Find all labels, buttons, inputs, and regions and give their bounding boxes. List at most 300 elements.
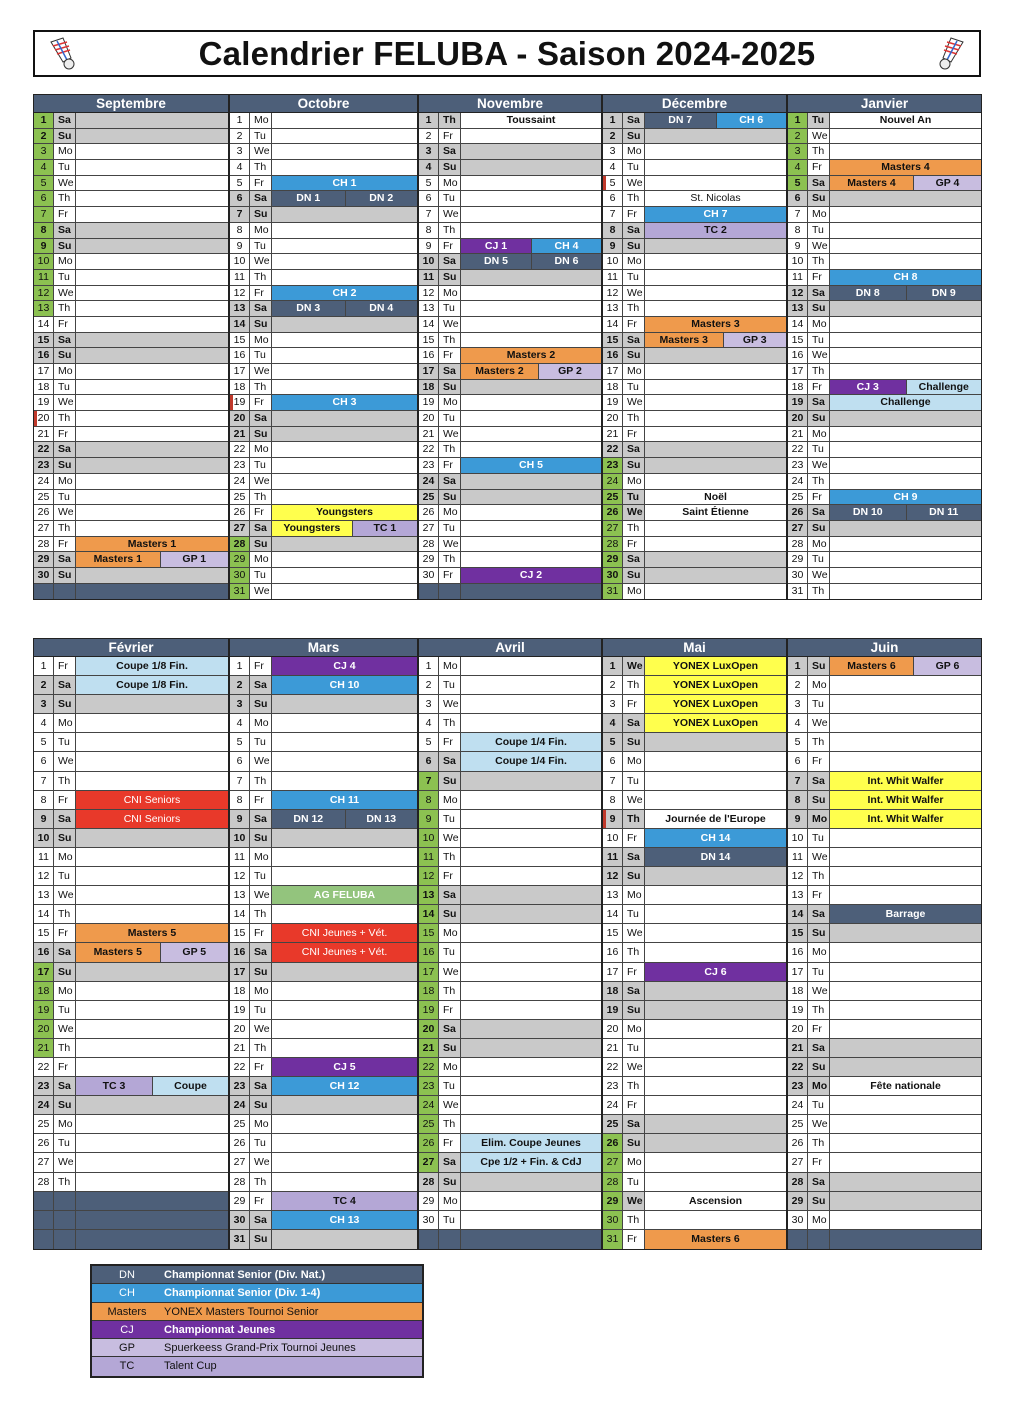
day-row bbox=[419, 943, 601, 962]
weekday-label: Su bbox=[439, 160, 461, 175]
weekday-label: Su bbox=[439, 1039, 461, 1057]
weekday-label: Fr bbox=[439, 458, 461, 473]
weekday-label: We bbox=[623, 657, 645, 675]
day-number: 22 bbox=[788, 1058, 808, 1076]
event-cell bbox=[645, 905, 786, 923]
weekday-label: Sa bbox=[250, 676, 272, 694]
day-number: 16 bbox=[603, 943, 623, 961]
event-cell bbox=[76, 714, 228, 732]
day-number: 20 bbox=[34, 411, 54, 426]
weekday-label: Fr bbox=[623, 317, 645, 332]
weekday-label: We bbox=[250, 752, 272, 770]
day-number: 10 bbox=[230, 254, 250, 269]
day-number: 11 bbox=[603, 270, 623, 285]
day-row bbox=[419, 1058, 601, 1077]
event-cell bbox=[272, 1230, 417, 1249]
day-number: 8 bbox=[230, 223, 250, 238]
marker-bar bbox=[603, 176, 606, 191]
day-number: 11 bbox=[603, 848, 623, 866]
weekday-label: Sa bbox=[808, 286, 830, 301]
weekday-label: We bbox=[808, 982, 830, 1000]
day-number: 18 bbox=[419, 982, 439, 1000]
event-cell bbox=[76, 1001, 228, 1019]
weekday-label: Th bbox=[808, 364, 830, 379]
day-number: 8 bbox=[603, 791, 623, 809]
event-cell bbox=[461, 657, 601, 675]
day-row bbox=[788, 1096, 981, 1115]
event-cell bbox=[76, 848, 228, 866]
day-number: 6 bbox=[603, 752, 623, 770]
event-ag-feluba: AG FELUBA bbox=[272, 886, 417, 904]
event-cj-6: CJ 6 bbox=[645, 963, 786, 981]
weekday-label: Su bbox=[439, 772, 461, 790]
event-cell bbox=[272, 752, 417, 770]
event-cell bbox=[830, 1020, 981, 1038]
event-cell bbox=[830, 505, 981, 520]
day-row bbox=[34, 458, 228, 474]
day-number: 3 bbox=[603, 144, 623, 159]
event-cell bbox=[461, 1077, 601, 1095]
day-row bbox=[230, 982, 417, 1001]
day-number: 6 bbox=[230, 752, 250, 770]
day-row bbox=[603, 584, 786, 600]
day-number: 22 bbox=[419, 1058, 439, 1076]
event-cell bbox=[461, 160, 601, 175]
empty-row bbox=[34, 584, 228, 600]
day-number: 22 bbox=[34, 1058, 54, 1076]
event-cell bbox=[76, 317, 228, 332]
event-cell bbox=[461, 113, 601, 128]
day-number: 28 bbox=[603, 537, 623, 552]
weekday-label: Sa bbox=[623, 223, 645, 238]
month-header: Mai bbox=[603, 639, 786, 657]
day-row bbox=[34, 160, 228, 176]
weekday-label: Su bbox=[623, 1134, 645, 1152]
event-nouvel-an: Nouvel An bbox=[879, 114, 932, 126]
day-row bbox=[788, 1115, 981, 1134]
event-coupe-1-8-fin-: Coupe 1/8 Fin. bbox=[76, 676, 228, 694]
event-cell bbox=[830, 886, 981, 904]
weekday-label: We bbox=[808, 348, 830, 363]
weekday-label: Fr bbox=[808, 886, 830, 904]
event-cell bbox=[645, 568, 786, 583]
event-cell bbox=[76, 207, 228, 222]
day-row bbox=[419, 1173, 601, 1192]
event-cell bbox=[76, 505, 228, 520]
event-cj-2: CJ 2 bbox=[461, 568, 601, 583]
day-number: 23 bbox=[34, 1077, 54, 1095]
day-row bbox=[230, 490, 417, 506]
weekday-label: We bbox=[808, 848, 830, 866]
event-cell bbox=[272, 695, 417, 713]
event-cj-4: CJ 4 bbox=[272, 657, 417, 675]
day-row bbox=[603, 270, 786, 286]
event-cell bbox=[76, 1173, 228, 1191]
event-cell bbox=[830, 810, 981, 828]
day-number-cell bbox=[34, 584, 54, 600]
weekday-label: Th bbox=[623, 521, 645, 536]
day-number: 1 bbox=[34, 657, 54, 675]
event-masters-5: Masters 5 bbox=[76, 924, 228, 942]
day-number: 18 bbox=[230, 982, 250, 1000]
day-number: 9 bbox=[788, 810, 808, 828]
weekday-label: Mo bbox=[250, 113, 272, 128]
day-number: 17 bbox=[788, 364, 808, 379]
day-number: 12 bbox=[419, 867, 439, 885]
weekday-label: Th bbox=[439, 982, 461, 1000]
weekday-label: Fr bbox=[808, 1153, 830, 1171]
weekday-label: We bbox=[250, 364, 272, 379]
weekday-label: Su bbox=[808, 191, 830, 206]
day-row bbox=[603, 129, 786, 145]
day-number: 21 bbox=[419, 427, 439, 442]
event-cell bbox=[76, 129, 228, 144]
weekday-label: Tu bbox=[623, 270, 645, 285]
event-dn-3: DN 3 bbox=[272, 301, 345, 316]
event-cell bbox=[645, 772, 786, 790]
weekday-label: Mo bbox=[439, 657, 461, 675]
day-row bbox=[419, 490, 601, 506]
day-row bbox=[788, 505, 981, 521]
day-row bbox=[788, 714, 981, 733]
weekday-label: We bbox=[439, 427, 461, 442]
day-row bbox=[230, 1077, 417, 1096]
legend-code: TC bbox=[119, 1360, 135, 1373]
event-cell bbox=[461, 207, 601, 222]
month-column-octobre bbox=[229, 94, 418, 600]
weekday-label: Tu bbox=[250, 129, 272, 144]
event-cell bbox=[645, 395, 786, 410]
weekday-label: We bbox=[54, 752, 76, 770]
event-cell bbox=[76, 810, 228, 828]
event-cell bbox=[272, 1134, 417, 1152]
day-number: 2 bbox=[788, 676, 808, 694]
weekday-label: Fr bbox=[439, 733, 461, 751]
event-cell bbox=[645, 411, 786, 426]
weekday-label: Mo bbox=[250, 442, 272, 457]
event-cell bbox=[830, 1039, 981, 1057]
day-number: 7 bbox=[34, 772, 54, 790]
event-cell bbox=[76, 113, 228, 128]
event-cell bbox=[272, 943, 417, 961]
day-row bbox=[230, 458, 417, 474]
weekday-label: Su bbox=[54, 239, 76, 254]
weekday-label: Sa bbox=[54, 223, 76, 238]
day-number: 24 bbox=[419, 474, 439, 489]
weekday-label: Sa bbox=[439, 1153, 461, 1171]
weekday-label: Fr bbox=[54, 1058, 76, 1076]
day-number: 21 bbox=[34, 427, 54, 442]
day-row bbox=[603, 1058, 786, 1077]
day-row bbox=[788, 1077, 981, 1096]
weekday-label: Su bbox=[623, 129, 645, 144]
event-cell bbox=[272, 886, 417, 904]
event-gp-6: GP 6 bbox=[913, 657, 981, 675]
event-cell bbox=[645, 458, 786, 473]
day-row bbox=[788, 772, 981, 791]
day-number: 23 bbox=[34, 458, 54, 473]
weekday-label: Mo bbox=[250, 714, 272, 732]
weekday-label: Th bbox=[439, 223, 461, 238]
day-row bbox=[419, 1096, 601, 1115]
legend-row bbox=[92, 1321, 422, 1339]
event-cell bbox=[645, 1077, 786, 1095]
day-number: 11 bbox=[34, 848, 54, 866]
weekday-label: Mo bbox=[439, 1058, 461, 1076]
weekday-label: Fr bbox=[623, 207, 645, 222]
event-masters-6: Masters 6 bbox=[830, 657, 913, 675]
event-cell bbox=[461, 490, 601, 505]
event-cell bbox=[830, 239, 981, 254]
day-row bbox=[788, 160, 981, 176]
day-row bbox=[603, 963, 786, 982]
event-cell bbox=[830, 905, 981, 923]
day-number: 17 bbox=[230, 963, 250, 981]
day-row bbox=[419, 848, 601, 867]
day-row bbox=[34, 695, 228, 714]
day-number: 11 bbox=[788, 848, 808, 866]
event-int-whit-walfer: Int. Whit Walfer bbox=[830, 810, 981, 828]
weekday-label: We bbox=[439, 537, 461, 552]
day-row bbox=[419, 505, 601, 521]
month-column-janvier bbox=[787, 94, 982, 600]
event-cell bbox=[272, 176, 417, 191]
weekday-label: Fr bbox=[54, 207, 76, 222]
event-cell bbox=[461, 695, 601, 713]
day-number: 22 bbox=[34, 442, 54, 457]
day-row bbox=[603, 657, 786, 676]
marker-bar bbox=[230, 395, 233, 410]
weekday-label: Su bbox=[54, 129, 76, 144]
event-cell bbox=[645, 348, 786, 363]
day-number: 8 bbox=[419, 223, 439, 238]
weekday-label: Th bbox=[808, 1001, 830, 1019]
day-row bbox=[34, 552, 228, 568]
weekday-label: Fr bbox=[439, 239, 461, 254]
day-row bbox=[419, 714, 601, 733]
weekday-label: Tu bbox=[808, 1096, 830, 1114]
day-number-cell bbox=[788, 1230, 808, 1249]
event-cell bbox=[461, 537, 601, 552]
day-number: 16 bbox=[34, 943, 54, 961]
day-row bbox=[419, 657, 601, 676]
day-number: 6 bbox=[419, 191, 439, 206]
event-cell bbox=[645, 380, 786, 395]
day-row bbox=[603, 905, 786, 924]
event-cell bbox=[645, 1039, 786, 1057]
event-cell bbox=[645, 943, 786, 961]
day-row bbox=[34, 848, 228, 867]
day-row bbox=[34, 442, 228, 458]
event-dn-14: DN 14 bbox=[645, 848, 786, 866]
day-row bbox=[230, 568, 417, 584]
day-number: 4 bbox=[788, 714, 808, 732]
day-row bbox=[230, 254, 417, 270]
day-number: 26 bbox=[230, 1134, 250, 1152]
day-row bbox=[230, 1115, 417, 1134]
day-number: 30 bbox=[419, 568, 439, 583]
day-row bbox=[230, 474, 417, 490]
event-cell bbox=[76, 1153, 228, 1171]
event-cell bbox=[830, 129, 981, 144]
day-number: 12 bbox=[603, 286, 623, 301]
event-cell bbox=[461, 943, 601, 961]
day-row bbox=[34, 505, 228, 521]
event-cell bbox=[461, 270, 601, 285]
weekday-label: We bbox=[250, 144, 272, 159]
weekday-label: Th bbox=[54, 411, 76, 426]
day-row bbox=[603, 733, 786, 752]
day-row bbox=[788, 1173, 981, 1192]
day-row bbox=[788, 695, 981, 714]
day-number-cell bbox=[34, 1230, 54, 1249]
day-number: 4 bbox=[788, 160, 808, 175]
weekday-label: Th bbox=[808, 144, 830, 159]
event-cell bbox=[830, 867, 981, 885]
event-cell bbox=[272, 657, 417, 675]
event-no-l: Noël bbox=[704, 490, 727, 503]
weekday-label: We bbox=[623, 505, 645, 520]
weekday-label: Sa bbox=[623, 848, 645, 866]
day-row bbox=[230, 733, 417, 752]
event-cell bbox=[645, 364, 786, 379]
day-row bbox=[603, 943, 786, 962]
event-cell bbox=[272, 160, 417, 175]
day-row bbox=[230, 113, 417, 129]
weekday-label: Su bbox=[623, 458, 645, 473]
weekday-label: Fr bbox=[808, 1020, 830, 1038]
event-dn-7: DN 7 bbox=[645, 113, 716, 128]
weekday-label: Th bbox=[623, 943, 645, 961]
event-cell bbox=[272, 1096, 417, 1114]
day-number: 6 bbox=[788, 191, 808, 206]
day-number: 10 bbox=[230, 829, 250, 847]
event-cell bbox=[830, 1173, 981, 1191]
day-row bbox=[603, 411, 786, 427]
day-number: 7 bbox=[230, 772, 250, 790]
day-row bbox=[419, 905, 601, 924]
day-row bbox=[603, 714, 786, 733]
weekday-label: We bbox=[808, 458, 830, 473]
weekday-label: Mo bbox=[623, 474, 645, 489]
weekday-label: Su bbox=[808, 1058, 830, 1076]
event-masters-4: Masters 4 bbox=[830, 176, 913, 191]
weekday-label: We bbox=[54, 176, 76, 191]
event-cell bbox=[830, 584, 981, 600]
day-row bbox=[788, 474, 981, 490]
day-number: 5 bbox=[788, 176, 808, 191]
day-row bbox=[788, 791, 981, 810]
weekday-label: Th bbox=[623, 1211, 645, 1229]
day-number: 8 bbox=[603, 223, 623, 238]
weekday-label: Sa bbox=[623, 1115, 645, 1133]
day-row bbox=[788, 1134, 981, 1153]
event-cell bbox=[830, 829, 981, 847]
day-row bbox=[788, 317, 981, 333]
day-row bbox=[230, 537, 417, 553]
day-row bbox=[788, 924, 981, 943]
event-ch-6: CH 6 bbox=[716, 113, 787, 128]
event-cell bbox=[645, 982, 786, 1000]
month-header: Avril bbox=[419, 639, 601, 657]
day-row bbox=[419, 1153, 601, 1172]
day-number: 24 bbox=[603, 474, 623, 489]
day-row bbox=[419, 552, 601, 568]
event-dn-4: DN 4 bbox=[345, 301, 418, 316]
event-cell bbox=[645, 810, 786, 828]
event-cell bbox=[76, 1115, 228, 1133]
event-cell bbox=[830, 982, 981, 1000]
weekday-cell bbox=[808, 1230, 830, 1249]
event-cell bbox=[645, 1230, 786, 1249]
day-number: 19 bbox=[230, 395, 250, 410]
empty-row bbox=[788, 1230, 981, 1249]
month-column-avril bbox=[418, 638, 602, 1250]
weekday-label: Sa bbox=[623, 333, 645, 348]
event-cell bbox=[645, 144, 786, 159]
day-row bbox=[230, 1153, 417, 1172]
weekday-label: Tu bbox=[439, 301, 461, 316]
event-cell bbox=[461, 752, 601, 770]
day-number-cell bbox=[34, 1192, 54, 1210]
month-header: Décembre bbox=[603, 95, 786, 113]
day-row bbox=[603, 1096, 786, 1115]
event-cell bbox=[272, 1020, 417, 1038]
event-cell bbox=[645, 963, 786, 981]
event-cell bbox=[645, 1020, 786, 1038]
day-number: 14 bbox=[230, 905, 250, 923]
event-cell bbox=[76, 695, 228, 713]
event-cell bbox=[461, 1192, 601, 1210]
event-cell bbox=[645, 552, 786, 567]
weekday-label: Tu bbox=[439, 676, 461, 694]
event-ch-12: CH 12 bbox=[272, 1077, 417, 1095]
event-cell bbox=[645, 239, 786, 254]
event-cell bbox=[272, 772, 417, 790]
event-cell bbox=[461, 411, 601, 426]
event-cell bbox=[461, 714, 601, 732]
month-header: Octobre bbox=[230, 95, 417, 113]
weekday-label: Fr bbox=[439, 568, 461, 583]
event-cell bbox=[76, 160, 228, 175]
event-cell bbox=[76, 270, 228, 285]
event-cell bbox=[272, 848, 417, 866]
day-row bbox=[230, 380, 417, 396]
event-cell bbox=[461, 1001, 601, 1019]
event-cell bbox=[76, 943, 228, 961]
event-ascension: Ascension bbox=[688, 1194, 743, 1207]
event-cell bbox=[76, 867, 228, 885]
day-number: 6 bbox=[603, 191, 623, 206]
day-row bbox=[419, 568, 601, 584]
event-cell bbox=[461, 867, 601, 885]
day-number: 17 bbox=[419, 963, 439, 981]
weekday-label: Su bbox=[808, 657, 830, 675]
event-cell bbox=[830, 552, 981, 567]
event-cell bbox=[461, 905, 601, 923]
day-row bbox=[230, 1134, 417, 1153]
day-number: 20 bbox=[419, 411, 439, 426]
day-number: 19 bbox=[230, 1001, 250, 1019]
marker-bar bbox=[603, 810, 606, 828]
day-number: 30 bbox=[603, 568, 623, 583]
day-row bbox=[34, 924, 228, 943]
weekday-label: Th bbox=[623, 191, 645, 206]
day-row bbox=[603, 537, 786, 553]
weekday-label: Fr bbox=[250, 657, 272, 675]
day-row bbox=[603, 695, 786, 714]
day-row bbox=[419, 867, 601, 886]
